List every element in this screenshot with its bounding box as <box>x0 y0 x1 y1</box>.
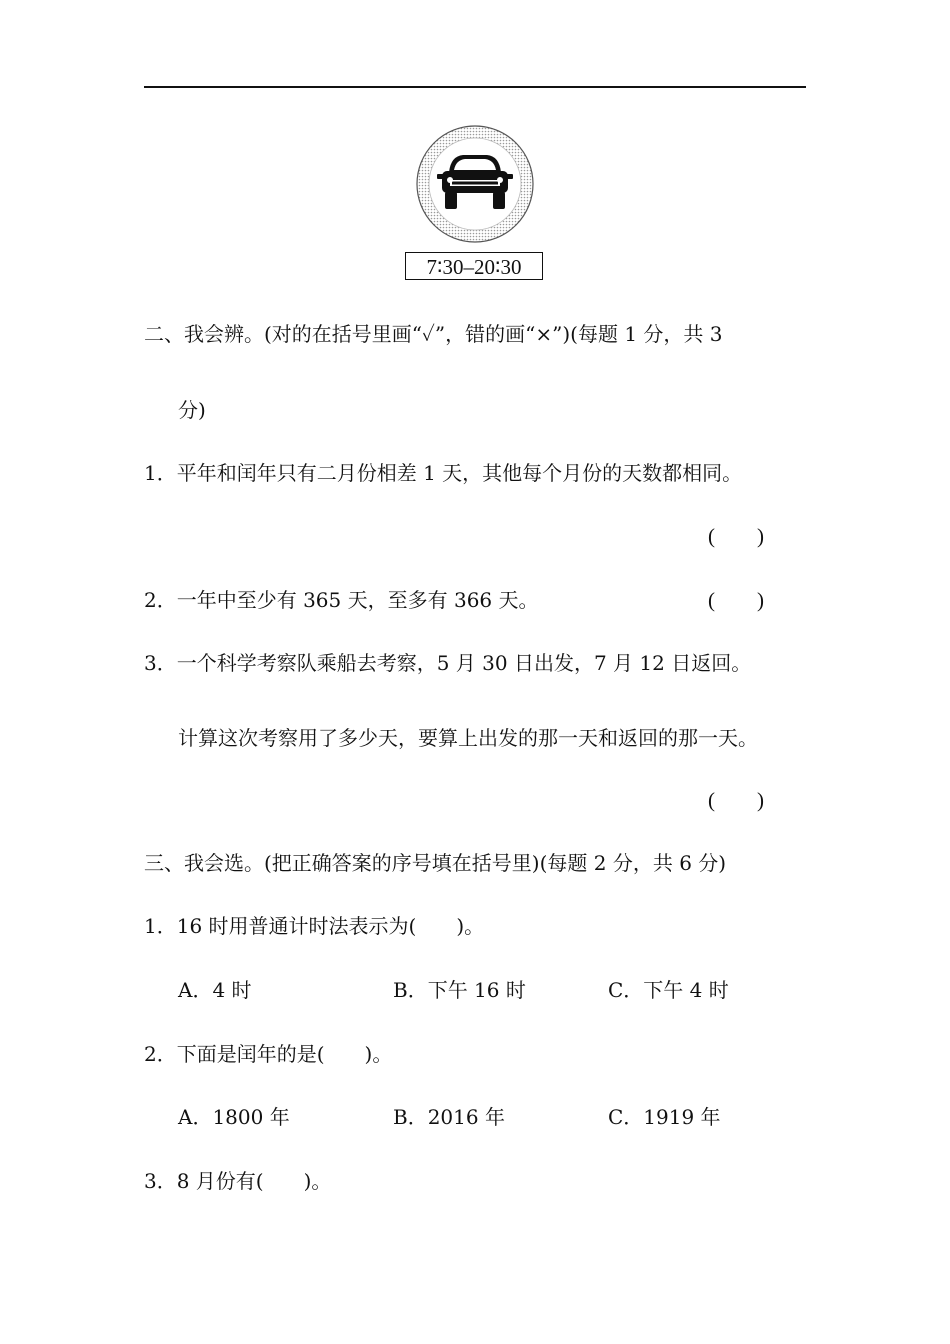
section3-heading: 三、我会选。(把正确答案的序号填在括号里)(每题 2 分，共 6 分) <box>144 851 727 875</box>
answer-blank[interactable]: ( ) <box>708 588 764 612</box>
section2-question-3-cont: 计算这次考察用了多少天，要算上出发的那一天和返回的那一天。 <box>178 726 758 750</box>
section3-question-2: 2．下面是闰年的是( )。 <box>144 1042 393 1066</box>
option-b[interactable]: B．2016 年 <box>393 1105 505 1129</box>
top-rule <box>144 86 806 88</box>
option-c[interactable]: C．1919 年 <box>608 1105 721 1129</box>
section2-heading-cont: 分) <box>178 398 206 422</box>
answer-blank[interactable]: ( ) <box>708 788 764 812</box>
section2-question-1: 1．平年和闰年只有二月份相差 1 天，其他每个月份的天数都相同。 <box>144 461 743 485</box>
option-b[interactable]: B．下午 16 时 <box>393 978 526 1002</box>
section2-heading: 二、我会辨。(对的在括号里画“✓”，错的画“×”)(每题 1 分，共 3 <box>144 322 723 346</box>
time-restriction-label: 7∶30–20∶30 <box>405 252 543 280</box>
section2-question-2: 2．一年中至少有 365 天，至多有 366 天。 <box>144 588 539 612</box>
answer-blank[interactable]: ( ) <box>708 524 764 548</box>
section2-question-3: 3．一个科学考察队乘船去考察，5 月 30 日出发，7 月 12 日返回。 <box>144 651 752 675</box>
option-a[interactable]: A．1800 年 <box>178 1105 290 1129</box>
section3-question-3: 3．8 月份有( )。 <box>144 1169 332 1193</box>
option-a[interactable]: A．4 时 <box>178 978 252 1002</box>
no-car-sign-icon <box>415 124 535 244</box>
option-c[interactable]: C．下午 4 时 <box>608 978 729 1002</box>
section3-question-1: 1．16 时用普通计时法表示为( )。 <box>144 914 485 938</box>
